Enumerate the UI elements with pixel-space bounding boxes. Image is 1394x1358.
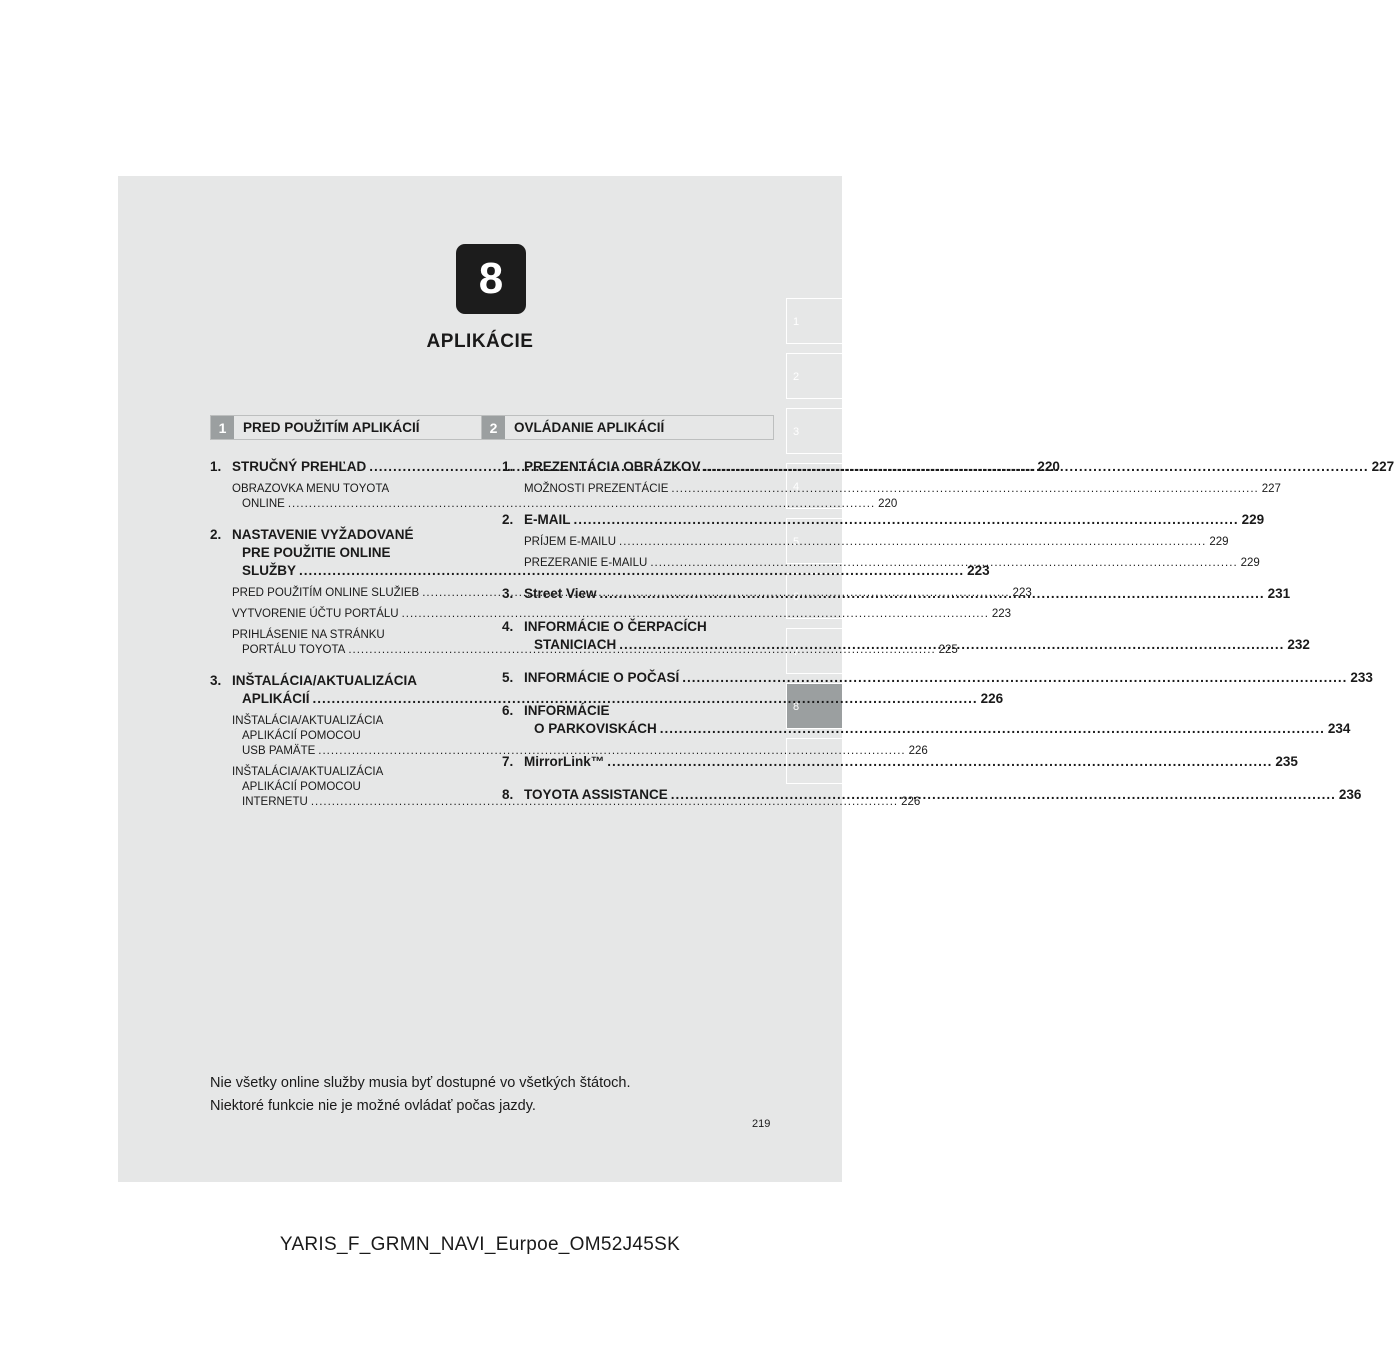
section-title: OVLÁDANIE APLIKÁCIÍ: [514, 420, 665, 435]
chapter-title: APLIKÁCIE: [426, 331, 534, 352]
page-number: 219: [752, 1118, 771, 1130]
entry-number: 2.: [502, 512, 514, 527]
toc-subentry[interactable]: MOŽNOSTI PREZENTÁCIE ..... 227: [502, 482, 772, 497]
entry-number: 8.: [502, 787, 514, 802]
section-number: 2: [482, 416, 505, 439]
section-number: 1: [211, 416, 234, 439]
toc-entry[interactable]: [502, 753, 1298, 771]
note-line: Nie všetky online služby musia byť dostupné vo všetkých štátoch.: [210, 1075, 631, 1091]
entry-title: PREZENTÁCIA OBRÁZKOV: [524, 459, 701, 474]
toc-subentry[interactable]: INŠTALÁCIA/AKTUALIZÁCIA APLIKÁCIÍ POMOCOU INTERNETU ..... 226: [210, 765, 480, 810]
side-tab-1[interactable]: 1: [786, 298, 842, 344]
entry-title: Street View: [524, 586, 597, 601]
entry-page: 234: [1327, 721, 1351, 736]
side-tab-2[interactable]: 2: [786, 353, 842, 399]
toc-subentry[interactable]: OBRAZOVKA MENU TOYOTA ONLINE ..... 220: [210, 482, 480, 512]
toc-entry[interactable]: 2. NASTAVENIE VYŽADOVANÉ PRE POUŽITIE ONLINE SLUŽBY ..... 223: [210, 526, 480, 580]
note-line: Niektoré funkcie nie je možné ovládať počas jazdy.: [210, 1098, 536, 1114]
entry-number: 7.: [502, 754, 514, 769]
document-footer: YARIS_F_GRMN_NAVI_Eurpoe_OM52J45SK: [279, 1234, 681, 1255]
entry-title: E-MAIL: [524, 512, 571, 527]
side-tab-8-active[interactable]: 8: [786, 683, 842, 729]
entry-page: 223: [967, 563, 990, 578]
toc-entry[interactable]: 4. INFORMÁCIE O ČERPACÍCH STANICIACH ..... 232: [502, 618, 772, 654]
section-title: PRED POUŽITÍM APLIKÁCIÍ: [243, 420, 420, 435]
toc-entry[interactable]: 6. INFORMÁCIE O PARKOVISKÁCH ..... 234: [502, 702, 772, 738]
toc-entry[interactable]: [502, 786, 1362, 804]
entry-page: 236: [1338, 787, 1362, 802]
toc-subentry[interactable]: PRED POUŽITÍM ONLINE SLUŽIEB ..... 223: [210, 586, 480, 601]
entry-number: 3.: [502, 586, 514, 601]
chapter-number-badge: [456, 244, 526, 314]
entry-page: 233: [1350, 670, 1373, 685]
toc-subentry[interactable]: VYTVORENIE ÚČTU PORTÁLU ..... 223: [210, 607, 480, 622]
toc-entry[interactable]: [502, 669, 1373, 687]
entry-page: 226: [980, 691, 1004, 706]
toc-subentries: [210, 482, 898, 512]
entry-page: 229: [1241, 512, 1265, 527]
side-tab-6[interactable]: 6: [786, 573, 842, 619]
entry-page: 231: [1267, 586, 1291, 601]
entry-title: NASTAVENIE VYŽADOVANÉ: [232, 527, 414, 542]
toc-subentry[interactable]: PRÍJEM E-MAILU ..... 229: [502, 535, 772, 550]
notes: [210, 1072, 631, 1118]
toc-subentry[interactable]: INŠTALÁCIA/AKTUALIZÁCIA APLIKÁCIÍ POMOCOU USB PAMÄTE ..... 226: [210, 714, 480, 759]
entry-number: 1.: [502, 459, 514, 474]
side-tab-4[interactable]: 4: [786, 463, 842, 509]
toc-subentry[interactable]: PRIHLÁSENIE NA STRÁNKU PORTÁLU TOYOTA ..... 225: [210, 628, 480, 658]
side-tab-3[interactable]: 3: [786, 408, 842, 454]
entry-number: 3.: [210, 673, 222, 688]
entry-number: 2.: [210, 527, 222, 542]
side-tab-5[interactable]: 5: [786, 518, 842, 564]
side-tab-7[interactable]: 7: [786, 628, 842, 674]
entry-title: INFORMÁCIE O POČASÍ: [524, 670, 680, 685]
toc-entry[interactable]: [502, 511, 1265, 529]
chapter-number: 8: [478, 254, 504, 303]
toc-entry[interactable]: 3. INŠTALÁCIA/AKTUALIZÁCIA APLIKÁCIÍ ..... 226: [210, 672, 480, 708]
entry-page: 227: [1371, 459, 1394, 474]
toc-subentries: [502, 482, 1281, 497]
entry-title: TOYOTA ASSISTANCE: [524, 787, 668, 802]
entry-page: 232: [1287, 637, 1310, 652]
entry-page: 235: [1275, 754, 1298, 769]
entry-title: STRUČNÝ PREHĽAD: [232, 459, 367, 474]
entry-number: 5.: [502, 670, 514, 685]
section-header-2: [481, 415, 774, 440]
entry-title: INFORMÁCIE: [524, 703, 610, 718]
entry-number: 4.: [502, 619, 514, 634]
entry-title: INŠTALÁCIA/AKTUALIZÁCIA: [232, 673, 417, 688]
entry-number: 1.: [210, 459, 222, 474]
entry-title: INFORMÁCIE O ČERPACÍCH: [524, 619, 707, 634]
entry-title: MirrorLink™: [524, 754, 605, 769]
entry-page: 220: [1037, 459, 1060, 474]
section-header-1: [210, 415, 503, 440]
toc-subentry[interactable]: PREZERANIE E-MAILU ..... 229: [502, 556, 772, 571]
entry-number: 6.: [502, 703, 514, 718]
